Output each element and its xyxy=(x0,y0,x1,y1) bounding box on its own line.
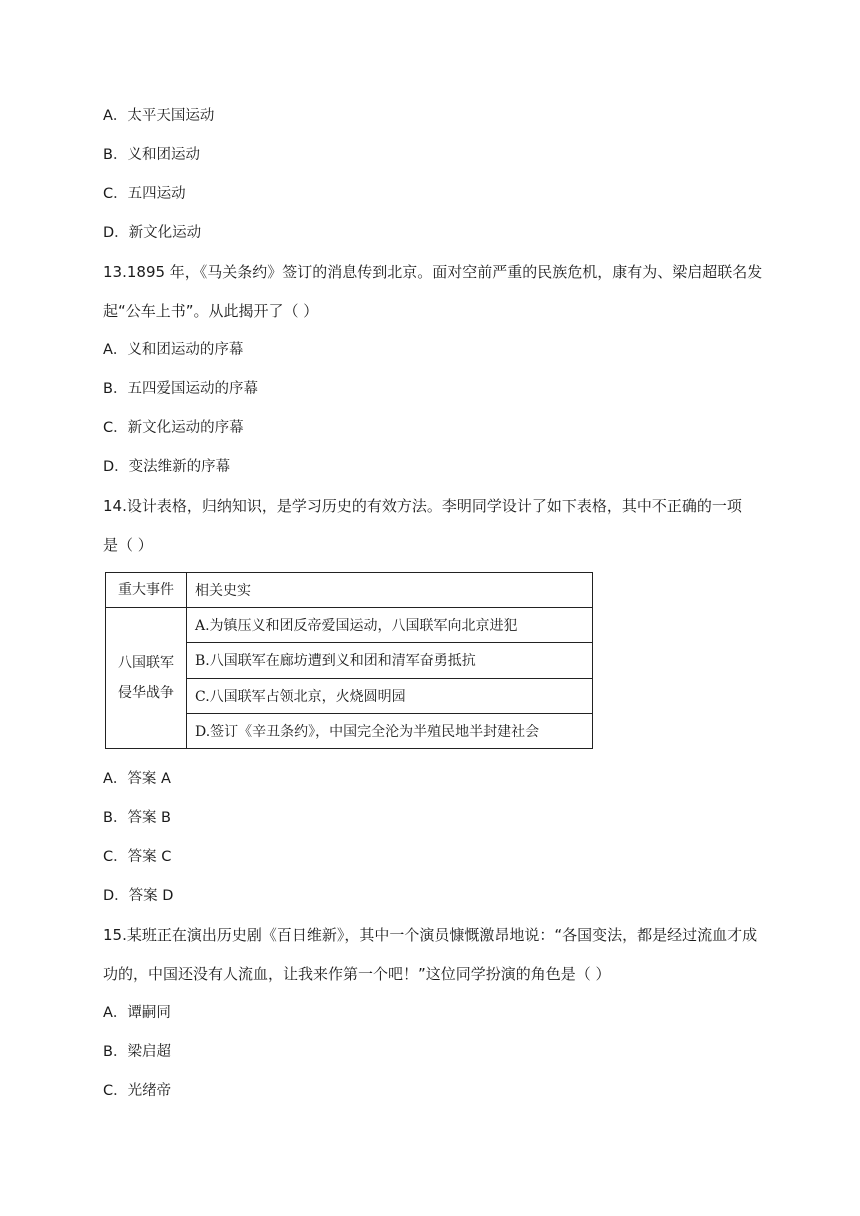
event-line1: 八国联军 xyxy=(118,655,174,672)
q13-option-b: B．五四爱国运动的序幕 xyxy=(103,381,258,397)
q14-stem-line2: 是（ ） xyxy=(103,536,153,554)
table-header-row xyxy=(106,573,593,608)
q14-stem-line1: 14.设计表格，归纳知识，是学习历史的有效方法。李明同学设计了如下表格，其中不正确的一项 xyxy=(103,497,742,515)
table-row xyxy=(106,608,593,643)
q14-history-table xyxy=(105,572,593,749)
event-cell xyxy=(106,608,187,749)
fact-row-b: B.八国联军在廊坊遭到义和团和清军奋勇抵抗 xyxy=(187,643,593,678)
q15-option-a: A．谭嗣同 xyxy=(103,1005,171,1021)
q13-stem-line1: 13.1895 年，《马关条约》签订的消息传到北京。面对空前严重的民族危机，康有为、梁启超联名发 xyxy=(103,263,763,281)
header-event: 重大事件 xyxy=(106,573,187,608)
q14-option-c: C．答案 C xyxy=(103,849,172,865)
event-line2: 侵华战争 xyxy=(118,685,174,702)
fact-row-c: C.八国联军占领北京，火烧圆明园 xyxy=(187,678,593,713)
q13-stem-line2: 起“公车上书”。从此揭开了（ ） xyxy=(103,302,319,320)
q14-option-a: A．答案 A xyxy=(103,771,171,787)
q12-option-b: B．义和团运动 xyxy=(103,147,200,163)
q14-option-d: D．答案 D xyxy=(103,888,174,904)
q13-option-c: C．新文化运动的序幕 xyxy=(103,420,244,436)
q14-option-b: B．答案 B xyxy=(103,810,172,826)
q12-option-c: C．五四运动 xyxy=(103,186,186,202)
q13-option-a: A．义和团运动的序幕 xyxy=(103,342,244,358)
q13-option-d: D．变法维新的序幕 xyxy=(103,459,231,475)
q15-option-c: C．光绪帝 xyxy=(103,1083,172,1099)
fact-row-a: A.为镇压义和团反帝爱国运动，八国联军向北京进犯 xyxy=(187,608,593,643)
q12-option-d: D．新文化运动 xyxy=(103,225,202,241)
header-facts: 相关史实 xyxy=(187,573,593,608)
q15-stem-line1: 15.某班正在演出历史剧《百日维新》，其中一个演员慷慨激昂地说：“各国变法，都是经过流血才成 xyxy=(103,926,758,944)
q15-stem-line2: 功的，中国还没有人流血，让我来作第一个吧！”这位同学扮演的角色是（ ） xyxy=(103,965,611,983)
fact-row-d: D.签订《辛丑条约》，中国完全沦为半殖民地半封建社会 xyxy=(187,713,593,748)
q12-option-a: A．太平天国运动 xyxy=(103,108,215,124)
q15-option-b: B．梁启超 xyxy=(103,1044,171,1060)
